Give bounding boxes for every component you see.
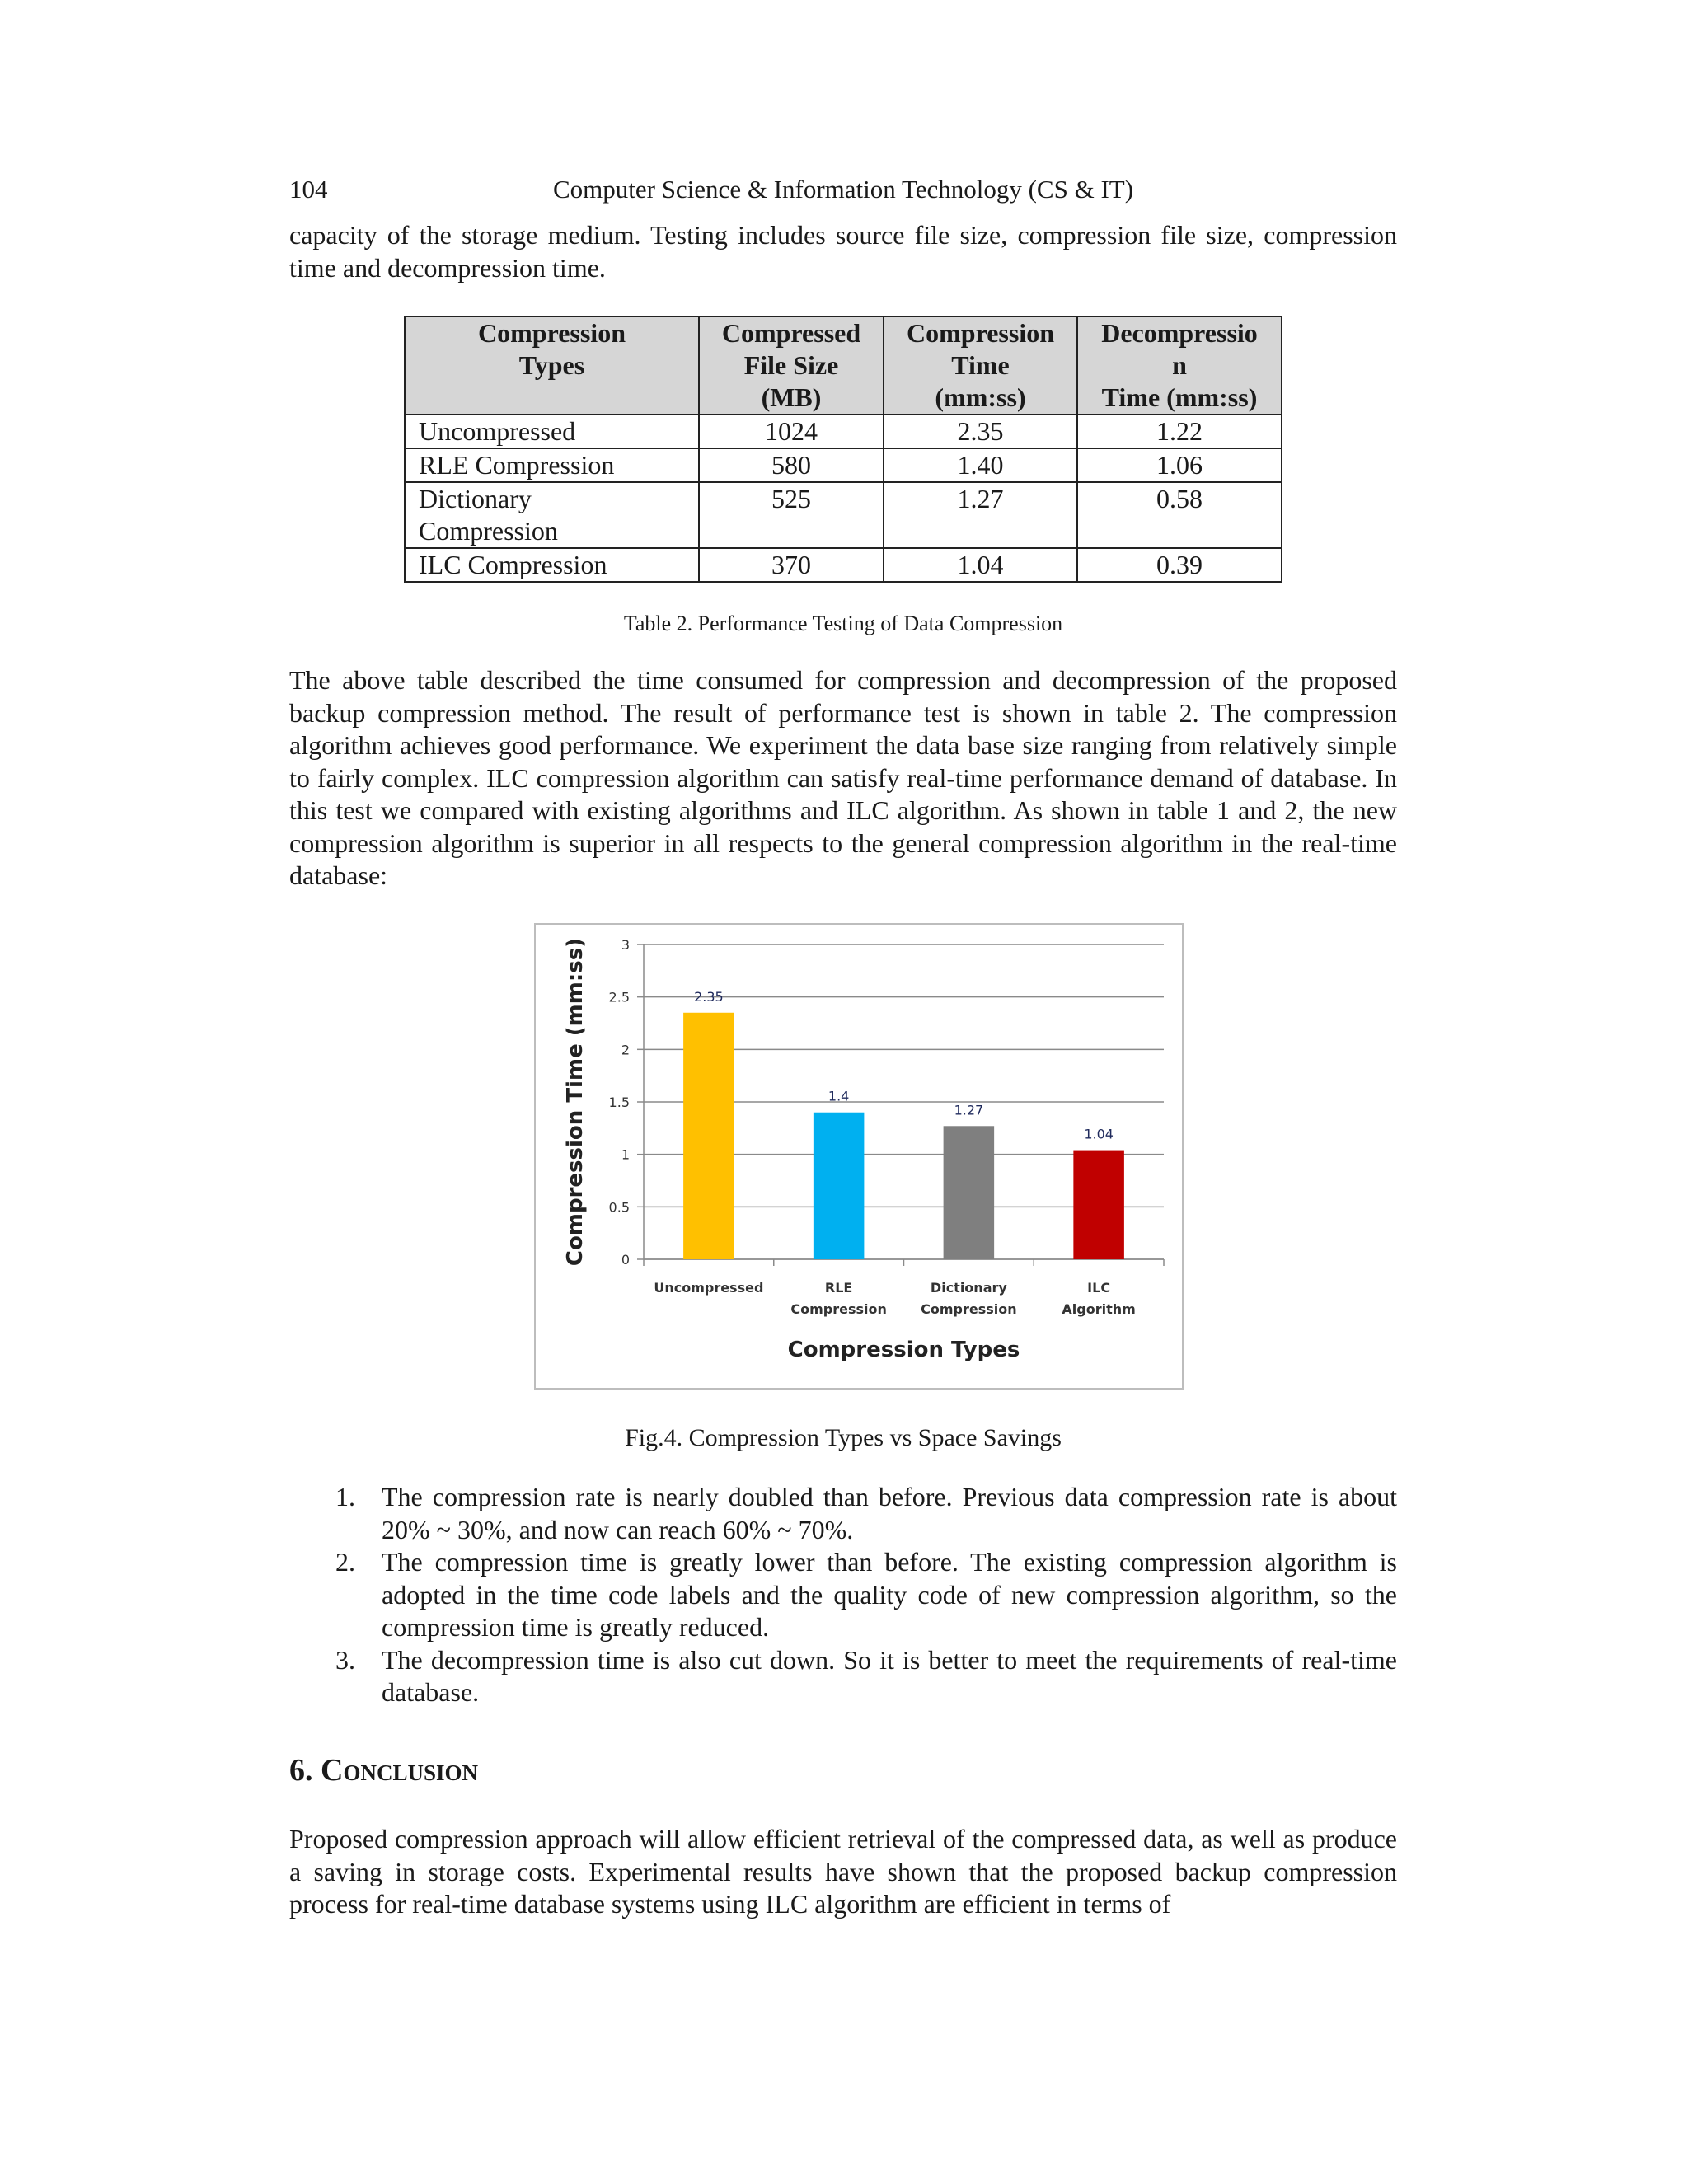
bar [814,1113,865,1259]
running-head [289,171,1397,208]
x-tick-label: Algorithm [1062,1301,1136,1317]
header-decompression-time [1077,316,1282,415]
table-cell: 2.35 [884,415,1077,448]
section-heading: 6. Conclusion [289,1753,478,1788]
table-cell: 370 [699,548,884,582]
conclusion-paragraph: Proposed compression approach will allow efficient retrieval of the compressed data, as well as produce a saving in storage costs. Experimental results have shown that the proposed backup compression process for real-time database systems using ILC algorithm are efficient in terms of [289,1824,1397,1919]
table-cell: 1.06 [1077,448,1282,482]
x-axis-title: Compression Types [787,1338,1020,1362]
bar [944,1126,995,1259]
header-line: Decompressio [1101,318,1258,348]
list-item [289,1546,1397,1644]
header-line: File Size [743,350,839,380]
intro-paragraph: capacity of the storage medium. Testing includes source file size, compression file size, compression time and decompression time. [289,220,1397,283]
y-tick-label: 0.5 [608,1199,630,1216]
table-cell-type [405,415,699,448]
cell-line: Dictionary [419,484,532,513]
table-header-row [405,316,1282,415]
x-tick-label: Dictionary [930,1280,1007,1296]
cell-line: Uncompressed [419,416,576,446]
list-text: The compression time is greatly lower than before. The existing compression algorithm is adopted in the time code labels and the quality code of new compression algorithm, so the compression time is greatly reduced. [382,1547,1397,1642]
x-tick-label: RLE [824,1280,853,1296]
list-text: The decompression time is also cut down. So it is better to meet the requirements of real-time database. [382,1644,1397,1707]
table-cell: 1.27 [884,482,1077,548]
journal-title: Computer Science & Information Technology (CS & IT) [552,175,1134,204]
table-cell: 1.22 [1077,415,1282,448]
y-tick-label: 1.5 [608,1094,630,1110]
y-tick-label: 0 [621,1252,630,1268]
header-line: (mm:ss) [935,382,1026,412]
list-text: The compression rate is nearly doubled than before. Previous data compression rate is about 20% ~ 30%, and now can reach 60% ~ 70%. [382,1482,1397,1544]
table-caption: Table 2. Performance Testing of Data Compression [623,612,1063,635]
header-line: Compression [478,318,626,348]
data-label: 1.04 [1084,1126,1114,1142]
table-cell: 580 [699,448,884,482]
y-tick-label: 2 [621,1042,630,1058]
header-line: Time (mm:ss) [1101,382,1258,412]
cell-line: ILC Compression [419,550,607,579]
table-row [405,448,1282,482]
table-cell: 525 [699,482,884,548]
list-item [289,1481,1397,1546]
table-cell-type [405,482,699,548]
list-number: 1. [335,1482,355,1511]
header-compression-types [405,316,699,415]
header-compressed-file-size [699,316,884,415]
bar [683,1013,734,1259]
data-label: 2.35 [694,988,724,1005]
x-tick-label: ILC [1087,1280,1111,1296]
header-line: Compression [907,318,1054,348]
figure-caption: Fig.4. Compression Types vs Space Savings [625,1424,1062,1451]
header-line: Time [951,350,1010,380]
list-item [289,1644,1397,1709]
bar-chart-svg [536,925,1182,1388]
table-cell: 1.04 [884,548,1077,582]
table-row [405,548,1282,582]
body-paragraph: The above table described the time consumed for compression and decompression of the proposed backup compression method. The result of performance test is shown in table 2. The compression algorithm achieves good performance. We experiment the data base size ranging from relatively simple to fairly complex. ILC compression algorithm can satisfy real-time performance demand of database. In this test we compared with existing algorithms and ILC algorithm. As shown in table 1 and 2, the new compression algorithm is superior in all respects to the general compression algorithm in the real-time database: [289,665,1397,890]
y-tick-label: 3 [621,937,630,953]
performance-table [404,316,1282,583]
header-line: Types [518,350,585,380]
header-line: n [1172,350,1187,380]
y-tick-label: 2.5 [608,989,630,1005]
page-number: 104 [289,175,328,204]
x-tick-label: Uncompressed [654,1280,764,1296]
findings-list [289,1481,1397,1709]
y-tick-label: 1 [621,1146,630,1163]
table-cell: 1024 [699,415,884,448]
cell-line: RLE Compression [419,450,615,480]
x-tick-label: Compression [921,1301,1017,1317]
bar-chart [534,923,1184,1390]
table-cell: 1.40 [884,448,1077,482]
table-cell-type [405,448,699,482]
list-number: 2. [335,1547,355,1577]
header-line: (MB) [761,382,822,412]
cell-line: Compression [419,516,558,546]
table-cell-type [405,548,699,582]
table-row [405,415,1282,448]
x-tick-label: Compression [790,1301,887,1317]
table-cell: 0.39 [1077,548,1282,582]
header-compression-time [884,316,1077,415]
data-label: 1.4 [828,1088,850,1104]
y-axis-title: Compression Time (mm:ss) [563,937,588,1267]
data-label: 1.27 [954,1102,984,1118]
table-row [405,482,1282,548]
bar [1073,1151,1124,1259]
header-line: Compressed [721,318,861,348]
list-number: 3. [335,1644,355,1675]
table-cell: 0.58 [1077,482,1282,548]
